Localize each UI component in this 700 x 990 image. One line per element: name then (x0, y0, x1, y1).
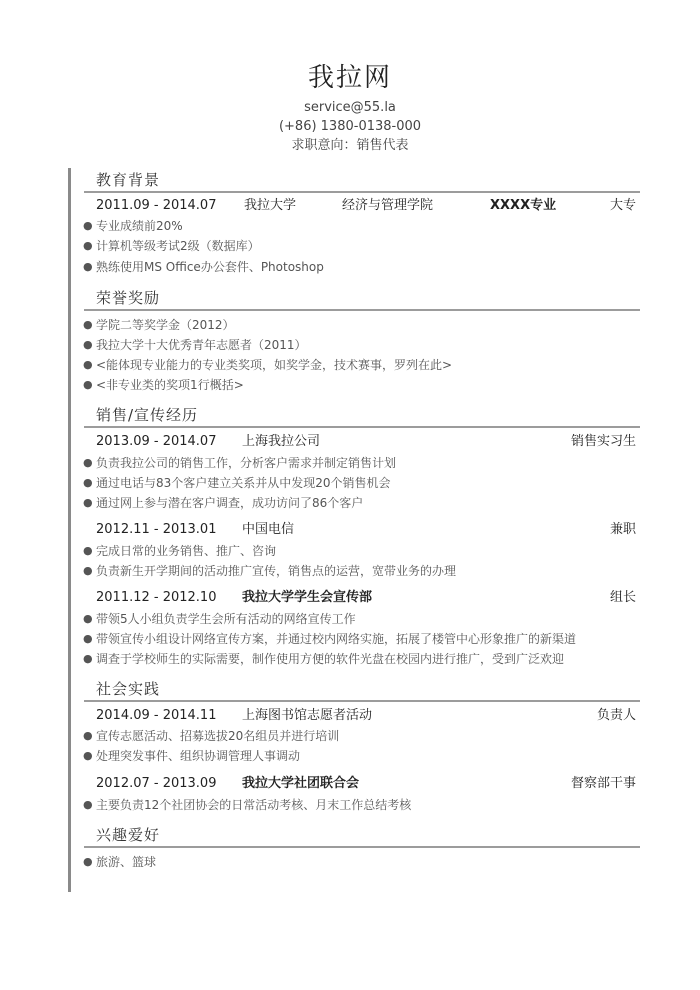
section-title-sales: 销售/宣传经历 (96, 406, 199, 424)
education-degree: 大专 (609, 198, 636, 213)
sales-job-2 (96, 520, 636, 539)
job-date: 2013.09 - 2014.07 (96, 434, 217, 449)
job-role: 督察部干事 (570, 776, 636, 791)
resume-header (0, 62, 700, 155)
job-date: 2012.11 - 2013.01 (96, 522, 217, 537)
list-item: ● 熟练使用MS Office办公套件、Photoshop (83, 260, 324, 274)
list-item: ● 完成日常的业务销售、推广、咨询 (83, 544, 277, 558)
job-org: 上海我拉公司 (242, 434, 321, 449)
email: service@55.la (304, 100, 396, 115)
section-divider (84, 309, 640, 311)
list-item: ● 通过网上参与潜在客户调查，成功访问了86个客户 (83, 496, 364, 510)
education-school: 我拉大学 (244, 198, 297, 213)
section-divider (84, 700, 640, 702)
sales-job-3 (96, 588, 636, 607)
list-item: ● 处理突发事件、组织协调管理人事调动 (83, 749, 301, 763)
section-divider (84, 846, 640, 848)
list-item: ● 带领5人小组负责学生会所有活动的网络宣传工作 (83, 612, 356, 626)
education-major: XXXX专业 (490, 198, 557, 213)
job-date: 2014.09 - 2014.11 (96, 708, 217, 723)
job-role: 组长 (609, 590, 636, 605)
section-title-awards: 荣誉奖励 (96, 289, 161, 307)
list-item: ● 负责我拉公司的销售工作，分析客户需求并制定销售计划 (83, 456, 397, 470)
section-title-hobbies: 兴趣爱好 (96, 826, 161, 844)
left-accent-bar (68, 168, 71, 892)
job-org: 中国电信 (242, 522, 295, 537)
section-title-practice: 社会实践 (96, 680, 161, 698)
job-date: 2011.12 - 2012.10 (96, 590, 217, 605)
list-item: ● <能体现专业能力的专业类奖项，如奖学金，技术赛事，罗列在此> (83, 358, 453, 372)
list-item: ● 负责新生开学期间的活动推广宣传，销售点的运营，宽带业务的办理 (83, 564, 457, 578)
education-college: 经济与管理学院 (342, 198, 434, 213)
list-item: ● 计算机等级考试2级（数据库） (83, 239, 260, 253)
list-item: ● 我拉大学十大优秀青年志愿者（2011） (83, 338, 307, 352)
list-item: ● 通过电话与83个客户建立关系并从中发现20个销售机会 (83, 476, 391, 490)
section-divider (84, 426, 640, 428)
list-item: ● 调查于学校师生的实际需要，制作使用方便的软件光盘在校园内进行推广，受到广泛欢迎 (83, 652, 565, 666)
practice-job-1 (96, 706, 636, 725)
section-title-education: 教育背景 (96, 171, 161, 189)
practice-job-2 (96, 774, 636, 793)
list-item: ● 主要负责12个社团协会的日常活动考核、月末工作总结考核 (83, 798, 412, 812)
list-item: ● 旅游、篮球 (83, 855, 157, 869)
job-role: 负责人 (596, 708, 636, 723)
list-item: ● 带领宣传小组设计网络宣传方案，并通过校内网络实施，拓展了楼管中心形象推广的新渠道 (83, 632, 577, 646)
list-item: ● 宣传志愿活动、招募选拔20名组员并进行培训 (83, 729, 340, 743)
section-divider (84, 191, 640, 193)
job-org: 上海图书馆志愿者活动 (242, 708, 373, 723)
job-objective: 求职意向：销售代表 (291, 138, 409, 153)
education-date: 2011.09 - 2014.07 (96, 198, 217, 213)
list-item: ● 专业成绩前20% (83, 219, 183, 233)
list-item: ● <非专业类的奖项1行概括> (83, 378, 244, 392)
job-role: 兼职 (609, 522, 636, 537)
job-org: 我拉大学社团联合会 (242, 776, 360, 791)
list-item: ● 学院二等奖学金（2012） (83, 318, 235, 332)
candidate-name: 我拉网 (307, 63, 392, 93)
phone: (+86) 1380-0138-000 (278, 119, 422, 134)
job-org: 我拉大学学生会宣传部 (242, 590, 373, 605)
job-role: 销售实习生 (570, 434, 636, 449)
education-entry (96, 196, 636, 215)
job-date: 2012.07 - 2013.09 (96, 776, 217, 791)
sales-job-1 (96, 432, 636, 451)
